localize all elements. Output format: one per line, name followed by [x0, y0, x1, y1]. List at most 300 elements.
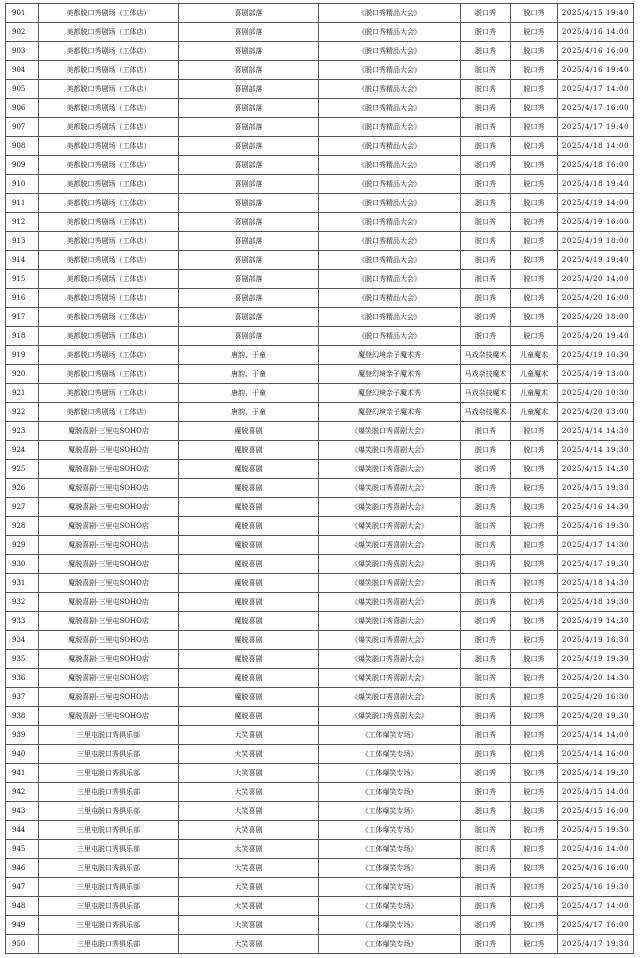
cell-row-number: 910 — [6, 175, 39, 194]
cell-subcategory: 脱口秀 — [511, 460, 558, 479]
cell-category: 脱口秀 — [461, 99, 511, 118]
cell-organizer: 魔脱喜剧 — [179, 441, 319, 460]
table-row — [6, 232, 634, 251]
cell-subcategory: 脱口秀 — [511, 4, 558, 23]
cell-category: 脱口秀 — [461, 289, 511, 308]
cell-category: 脱口秀 — [461, 460, 511, 479]
cell-category: 脱口秀 — [461, 327, 511, 346]
cell-organizer: 喜剧部落 — [179, 4, 319, 23]
cell-datetime: 2025/4/15 16:00 — [558, 802, 634, 821]
cell-venue: 美都脱口秀剧场（工体店） — [39, 213, 179, 232]
cell-organizer: 大笑喜剧 — [179, 916, 319, 935]
cell-category: 脱口秀 — [461, 916, 511, 935]
cell-row-number: 918 — [6, 327, 39, 346]
cell-subcategory: 脱口秀 — [511, 422, 558, 441]
table-row — [6, 403, 634, 422]
table-row — [6, 384, 634, 403]
cell-category: 脱口秀 — [461, 308, 511, 327]
table-row — [6, 213, 634, 232]
cell-venue: 魔脱喜剧-三里屯SOHO店 — [39, 707, 179, 726]
cell-datetime: 2025/4/14 14:30 — [558, 422, 634, 441]
table-row — [6, 479, 634, 498]
cell-datetime: 2025/4/17 14:00 — [558, 80, 634, 99]
cell-venue: 魔脱喜剧-三里屯SOHO店 — [39, 574, 179, 593]
cell-organizer: 魔脱喜剧 — [179, 650, 319, 669]
cell-row-number: 948 — [6, 897, 39, 916]
cell-row-number: 944 — [6, 821, 39, 840]
table-body — [6, 4, 634, 954]
cell-datetime: 2025/4/19 14:30 — [558, 612, 634, 631]
cell-venue: 美都脱口秀剧场（工体店） — [39, 327, 179, 346]
cell-show-name: 《脱口秀精品大会》 — [319, 270, 461, 289]
cell-row-number: 911 — [6, 194, 39, 213]
cell-venue: 美都脱口秀剧场（工体店） — [39, 270, 179, 289]
cell-organizer: 喜剧部落 — [179, 213, 319, 232]
cell-datetime: 2025/4/19 16:00 — [558, 213, 634, 232]
cell-datetime: 2025/4/17 19:40 — [558, 118, 634, 137]
cell-datetime: 2025/4/17 14:30 — [558, 536, 634, 555]
cell-category: 脱口秀 — [461, 745, 511, 764]
cell-row-number: 938 — [6, 707, 39, 726]
cell-organizer: 喜剧部落 — [179, 251, 319, 270]
cell-organizer: 大笑喜剧 — [179, 783, 319, 802]
cell-organizer: 大笑喜剧 — [179, 840, 319, 859]
cell-show-name: 《工体爆笑专场》 — [319, 878, 461, 897]
cell-show-name: 《工体爆笑专场》 — [319, 916, 461, 935]
cell-subcategory: 脱口秀 — [511, 175, 558, 194]
cell-organizer: 大笑喜剧 — [179, 745, 319, 764]
cell-venue: 魔脱喜剧-三里屯SOHO店 — [39, 593, 179, 612]
cell-row-number: 904 — [6, 61, 39, 80]
cell-category: 马戏杂技魔术 — [461, 403, 511, 422]
cell-subcategory: 脱口秀 — [511, 726, 558, 745]
cell-venue: 三里屯脱口秀俱乐部 — [39, 859, 179, 878]
cell-organizer: 唐韵、于童 — [179, 384, 319, 403]
cell-datetime: 2025/4/17 16:00 — [558, 99, 634, 118]
cell-datetime: 2025/4/16 14:00 — [558, 23, 634, 42]
cell-subcategory: 脱口秀 — [511, 536, 558, 555]
cell-row-number: 932 — [6, 593, 39, 612]
cell-subcategory: 脱口秀 — [511, 23, 558, 42]
cell-organizer: 唐韵、于童 — [179, 403, 319, 422]
cell-datetime: 2025/4/20 10:30 — [558, 384, 634, 403]
table-row — [6, 137, 634, 156]
cell-category: 脱口秀 — [461, 232, 511, 251]
cell-show-name: 《脱口秀精品大会》 — [319, 327, 461, 346]
cell-row-number: 927 — [6, 498, 39, 517]
cell-show-name: 《爆笑脱口秀喜剧大会》 — [319, 688, 461, 707]
table-row — [6, 23, 634, 42]
cell-organizer: 大笑喜剧 — [179, 821, 319, 840]
table-row — [6, 270, 634, 289]
cell-subcategory: 脱口秀 — [511, 232, 558, 251]
cell-organizer: 喜剧部落 — [179, 118, 319, 137]
cell-organizer: 魔脱喜剧 — [179, 669, 319, 688]
table-row — [6, 707, 634, 726]
cell-venue: 美都脱口秀剧场（工体店） — [39, 289, 179, 308]
cell-datetime: 2025/4/16 19:40 — [558, 61, 634, 80]
cell-show-name: 《脱口秀精品大会》 — [319, 99, 461, 118]
cell-category: 脱口秀 — [461, 213, 511, 232]
cell-category: 脱口秀 — [461, 574, 511, 593]
cell-show-name: 《脱口秀精品大会》 — [319, 61, 461, 80]
cell-venue: 美都脱口秀剧场（工体店） — [39, 384, 179, 403]
cell-datetime: 2025/4/19 19:30 — [558, 650, 634, 669]
cell-category: 脱口秀 — [461, 42, 511, 61]
cell-organizer: 魔脱喜剧 — [179, 422, 319, 441]
cell-venue: 魔脱喜剧-三里屯SOHO店 — [39, 498, 179, 517]
cell-venue: 魔脱喜剧-三里屯SOHO店 — [39, 460, 179, 479]
cell-show-name: 《爆笑脱口秀喜剧大会》 — [319, 631, 461, 650]
cell-venue: 三里屯脱口秀俱乐部 — [39, 802, 179, 821]
table-row — [6, 612, 634, 631]
cell-organizer: 魔脱喜剧 — [179, 688, 319, 707]
cell-show-name: 《脱口秀精品大会》 — [319, 137, 461, 156]
cell-category: 脱口秀 — [461, 156, 511, 175]
table-row — [6, 251, 634, 270]
table-row — [6, 650, 634, 669]
table-row — [6, 802, 634, 821]
cell-show-name: 《爆笑脱口秀喜剧大会》 — [319, 574, 461, 593]
table-row — [6, 460, 634, 479]
cell-show-name: 《爆笑脱口秀喜剧大会》 — [319, 441, 461, 460]
cell-subcategory: 脱口秀 — [511, 308, 558, 327]
cell-subcategory: 脱口秀 — [511, 517, 558, 536]
cell-show-name: 《爆笑脱口秀喜剧大会》 — [319, 669, 461, 688]
cell-datetime: 2025/4/18 19:30 — [558, 593, 634, 612]
cell-row-number: 945 — [6, 840, 39, 859]
cell-row-number: 946 — [6, 859, 39, 878]
cell-category: 脱口秀 — [461, 631, 511, 650]
cell-datetime: 2025/4/19 18:00 — [558, 232, 634, 251]
cell-row-number: 913 — [6, 232, 39, 251]
cell-row-number: 933 — [6, 612, 39, 631]
cell-organizer: 魔脱喜剧 — [179, 593, 319, 612]
cell-organizer: 唐韵、于童 — [179, 346, 319, 365]
cell-category: 脱口秀 — [461, 650, 511, 669]
table-row — [6, 422, 634, 441]
cell-venue: 美都脱口秀剧场（工体店） — [39, 194, 179, 213]
table-row — [6, 574, 634, 593]
cell-datetime: 2025/4/19 14:00 — [558, 194, 634, 213]
cell-show-name: 《爆笑脱口秀喜剧大会》 — [319, 650, 461, 669]
table-row — [6, 346, 634, 365]
cell-subcategory: 脱口秀 — [511, 840, 558, 859]
cell-row-number: 903 — [6, 42, 39, 61]
cell-subcategory: 脱口秀 — [511, 745, 558, 764]
cell-datetime: 2025/4/15 19:40 — [558, 4, 634, 23]
cell-show-name: 《工体爆笑专场》 — [319, 764, 461, 783]
cell-show-name: 《爆笑脱口秀喜剧大会》 — [319, 479, 461, 498]
cell-show-name: 《爆笑脱口秀喜剧大会》 — [319, 707, 461, 726]
cell-category: 脱口秀 — [461, 194, 511, 213]
cell-datetime: 2025/4/19 13:00 — [558, 365, 634, 384]
cell-subcategory: 脱口秀 — [511, 251, 558, 270]
cell-category: 脱口秀 — [461, 80, 511, 99]
cell-venue: 三里屯脱口秀俱乐部 — [39, 878, 179, 897]
cell-subcategory: 脱口秀 — [511, 802, 558, 821]
cell-subcategory: 脱口秀 — [511, 764, 558, 783]
cell-show-name: 《工体爆笑专场》 — [319, 726, 461, 745]
cell-venue: 魔脱喜剧-三里屯SOHO店 — [39, 650, 179, 669]
cell-subcategory: 脱口秀 — [511, 80, 558, 99]
cell-venue: 美都脱口秀剧场（工体店） — [39, 403, 179, 422]
cell-show-name: 《脱口秀精品大会》 — [319, 213, 461, 232]
cell-show-name: 《工体爆笑专场》 — [319, 802, 461, 821]
cell-subcategory: 儿童魔术 — [511, 384, 558, 403]
cell-row-number: 928 — [6, 517, 39, 536]
cell-row-number: 908 — [6, 137, 39, 156]
cell-category: 脱口秀 — [461, 612, 511, 631]
cell-organizer: 大笑喜剧 — [179, 897, 319, 916]
cell-venue: 三里屯脱口秀俱乐部 — [39, 764, 179, 783]
cell-show-name: 《工体爆笑专场》 — [319, 840, 461, 859]
cell-organizer: 喜剧部落 — [179, 327, 319, 346]
table-row — [6, 194, 634, 213]
cell-subcategory: 脱口秀 — [511, 821, 558, 840]
cell-row-number: 925 — [6, 460, 39, 479]
cell-subcategory: 脱口秀 — [511, 935, 558, 954]
cell-organizer: 魔脱喜剧 — [179, 536, 319, 555]
cell-category: 脱口秀 — [461, 23, 511, 42]
cell-venue: 三里屯脱口秀俱乐部 — [39, 840, 179, 859]
cell-datetime: 2025/4/20 14:30 — [558, 669, 634, 688]
cell-show-name: 《工体爆笑专场》 — [319, 897, 461, 916]
cell-subcategory: 脱口秀 — [511, 650, 558, 669]
cell-subcategory: 脱口秀 — [511, 137, 558, 156]
cell-row-number: 920 — [6, 365, 39, 384]
cell-organizer: 喜剧部落 — [179, 308, 319, 327]
cell-venue: 美都脱口秀剧场（工体店） — [39, 232, 179, 251]
cell-datetime: 2025/4/15 14:00 — [558, 783, 634, 802]
cell-category: 脱口秀 — [461, 726, 511, 745]
cell-show-name: 《脱口秀精品大会》 — [319, 156, 461, 175]
cell-row-number: 936 — [6, 669, 39, 688]
cell-category: 脱口秀 — [461, 840, 511, 859]
table-row — [6, 61, 634, 80]
cell-venue: 美都脱口秀剧场（工体店） — [39, 308, 179, 327]
cell-category: 脱口秀 — [461, 61, 511, 80]
table-row — [6, 745, 634, 764]
cell-category: 脱口秀 — [461, 821, 511, 840]
cell-subcategory: 脱口秀 — [511, 61, 558, 80]
table-row — [6, 726, 634, 745]
cell-subcategory: 脱口秀 — [511, 42, 558, 61]
cell-show-name: 《爆笑脱口秀喜剧大会》 — [319, 536, 461, 555]
cell-row-number: 935 — [6, 650, 39, 669]
cell-row-number: 931 — [6, 574, 39, 593]
cell-datetime: 2025/4/16 14:30 — [558, 498, 634, 517]
cell-row-number: 912 — [6, 213, 39, 232]
cell-row-number: 943 — [6, 802, 39, 821]
cell-organizer: 喜剧部落 — [179, 175, 319, 194]
cell-category: 脱口秀 — [461, 764, 511, 783]
table-row — [6, 783, 634, 802]
cell-datetime: 2025/4/16 19:30 — [558, 878, 634, 897]
cell-subcategory: 儿童魔术 — [511, 365, 558, 384]
cell-venue: 美都脱口秀剧场（工体店） — [39, 42, 179, 61]
table-row — [6, 935, 634, 954]
cell-subcategory: 脱口秀 — [511, 631, 558, 650]
cell-organizer: 喜剧部落 — [179, 156, 319, 175]
table-row — [6, 878, 634, 897]
cell-venue: 美都脱口秀剧场（工体店） — [39, 61, 179, 80]
cell-category: 马戏杂技魔术 — [461, 365, 511, 384]
cell-venue: 美都脱口秀剧场（工体店） — [39, 365, 179, 384]
cell-venue: 美都脱口秀剧场（工体店） — [39, 23, 179, 42]
table-row — [6, 897, 634, 916]
cell-category: 脱口秀 — [461, 517, 511, 536]
cell-venue: 美都脱口秀剧场（工体店） — [39, 99, 179, 118]
cell-organizer: 喜剧部落 — [179, 61, 319, 80]
cell-category: 脱口秀 — [461, 498, 511, 517]
cell-venue: 三里屯脱口秀俱乐部 — [39, 916, 179, 935]
cell-show-name: 《脱口秀精品大会》 — [319, 4, 461, 23]
cell-datetime: 2025/4/19 16:30 — [558, 631, 634, 650]
table-row — [6, 916, 634, 935]
cell-subcategory: 脱口秀 — [511, 669, 558, 688]
cell-category: 脱口秀 — [461, 175, 511, 194]
cell-organizer: 大笑喜剧 — [179, 859, 319, 878]
cell-subcategory: 脱口秀 — [511, 574, 558, 593]
cell-show-name: 《爆笑脱口秀喜剧大会》 — [319, 422, 461, 441]
cell-category: 脱口秀 — [461, 422, 511, 441]
cell-subcategory: 脱口秀 — [511, 859, 558, 878]
cell-organizer: 魔脱喜剧 — [179, 517, 319, 536]
cell-category: 脱口秀 — [461, 251, 511, 270]
cell-subcategory: 脱口秀 — [511, 555, 558, 574]
cell-row-number: 929 — [6, 536, 39, 555]
cell-datetime: 2025/4/17 14:00 — [558, 897, 634, 916]
cell-show-name: 《爆笑脱口秀喜剧大会》 — [319, 593, 461, 612]
cell-venue: 美都脱口秀剧场（工体店） — [39, 251, 179, 270]
cell-row-number: 914 — [6, 251, 39, 270]
cell-show-name: 魔登幻境亲子魔术秀 — [319, 403, 461, 422]
cell-category: 脱口秀 — [461, 441, 511, 460]
cell-organizer: 大笑喜剧 — [179, 764, 319, 783]
cell-show-name: 《爆笑脱口秀喜剧大会》 — [319, 460, 461, 479]
cell-category: 脱口秀 — [461, 802, 511, 821]
cell-datetime: 2025/4/18 16:00 — [558, 156, 634, 175]
cell-organizer: 喜剧部落 — [179, 289, 319, 308]
cell-show-name: 《工体爆笑专场》 — [319, 821, 461, 840]
cell-row-number: 942 — [6, 783, 39, 802]
cell-row-number: 937 — [6, 688, 39, 707]
cell-organizer: 喜剧部落 — [179, 80, 319, 99]
table-row — [6, 175, 634, 194]
cell-organizer: 唐韵、于童 — [179, 365, 319, 384]
cell-organizer: 大笑喜剧 — [179, 726, 319, 745]
cell-show-name: 《工体爆笑专场》 — [319, 783, 461, 802]
cell-row-number: 901 — [6, 4, 39, 23]
cell-category: 脱口秀 — [461, 897, 511, 916]
cell-venue: 美都脱口秀剧场（工体店） — [39, 156, 179, 175]
cell-datetime: 2025/4/14 19:30 — [558, 764, 634, 783]
cell-subcategory: 脱口秀 — [511, 916, 558, 935]
cell-subcategory: 脱口秀 — [511, 593, 558, 612]
table-row — [6, 517, 634, 536]
cell-datetime: 2025/4/20 14:00 — [558, 270, 634, 289]
cell-subcategory: 脱口秀 — [511, 99, 558, 118]
cell-organizer: 喜剧部落 — [179, 23, 319, 42]
cell-show-name: 《脱口秀精品大会》 — [319, 175, 461, 194]
cell-category: 脱口秀 — [461, 878, 511, 897]
cell-subcategory: 儿童魔术 — [511, 346, 558, 365]
cell-organizer: 喜剧部落 — [179, 99, 319, 118]
cell-row-number: 926 — [6, 479, 39, 498]
cell-category: 脱口秀 — [461, 707, 511, 726]
cell-datetime: 2025/4/18 19:40 — [558, 175, 634, 194]
cell-row-number: 902 — [6, 23, 39, 42]
cell-datetime: 2025/4/20 13:00 — [558, 403, 634, 422]
table-row — [6, 156, 634, 175]
cell-venue: 美都脱口秀剧场（工体店） — [39, 4, 179, 23]
cell-subcategory: 脱口秀 — [511, 498, 558, 517]
cell-row-number: 930 — [6, 555, 39, 574]
cell-organizer: 喜剧部落 — [179, 270, 319, 289]
cell-row-number: 934 — [6, 631, 39, 650]
cell-datetime: 2025/4/14 19:30 — [558, 441, 634, 460]
cell-subcategory: 脱口秀 — [511, 612, 558, 631]
cell-venue: 魔脱喜剧-三里屯SOHO店 — [39, 688, 179, 707]
cell-category: 脱口秀 — [461, 137, 511, 156]
cell-datetime: 2025/4/14 16:00 — [558, 745, 634, 764]
cell-category: 脱口秀 — [461, 783, 511, 802]
cell-show-name: 《脱口秀精品大会》 — [319, 232, 461, 251]
cell-show-name: 《爆笑脱口秀喜剧大会》 — [319, 555, 461, 574]
cell-show-name: 《脱口秀精品大会》 — [319, 194, 461, 213]
table-row — [6, 840, 634, 859]
cell-category: 脱口秀 — [461, 479, 511, 498]
cell-datetime: 2025/4/19 10:30 — [558, 346, 634, 365]
cell-row-number: 919 — [6, 346, 39, 365]
table-row — [6, 327, 634, 346]
table-row — [6, 80, 634, 99]
cell-subcategory: 脱口秀 — [511, 213, 558, 232]
cell-row-number: 905 — [6, 80, 39, 99]
cell-subcategory: 脱口秀 — [511, 270, 558, 289]
cell-row-number: 924 — [6, 441, 39, 460]
cell-category: 脱口秀 — [461, 555, 511, 574]
cell-subcategory: 脱口秀 — [511, 707, 558, 726]
table-row — [6, 688, 634, 707]
cell-venue: 魔脱喜剧-三里屯SOHO店 — [39, 517, 179, 536]
cell-organizer: 喜剧部落 — [179, 194, 319, 213]
cell-subcategory: 脱口秀 — [511, 327, 558, 346]
cell-show-name: 魔登幻境亲子魔术秀 — [319, 384, 461, 403]
cell-venue: 美都脱口秀剧场（工体店） — [39, 118, 179, 137]
table-row — [6, 308, 634, 327]
table-row — [6, 441, 634, 460]
cell-row-number: 907 — [6, 118, 39, 137]
table-row — [6, 42, 634, 61]
cell-category: 脱口秀 — [461, 859, 511, 878]
cell-show-name: 《工体爆笑专场》 — [319, 935, 461, 954]
cell-datetime: 2025/4/17 19:30 — [558, 935, 634, 954]
cell-show-name: 《脱口秀精品大会》 — [319, 80, 461, 99]
cell-venue: 三里屯脱口秀俱乐部 — [39, 821, 179, 840]
cell-show-name: 魔登幻境亲子魔术秀 — [319, 365, 461, 384]
cell-organizer: 喜剧部落 — [179, 42, 319, 61]
cell-venue: 魔脱喜剧-三里屯SOHO店 — [39, 536, 179, 555]
cell-datetime: 2025/4/16 16:00 — [558, 42, 634, 61]
cell-subcategory: 儿童魔术 — [511, 403, 558, 422]
cell-subcategory: 脱口秀 — [511, 289, 558, 308]
cell-row-number: 906 — [6, 99, 39, 118]
cell-datetime: 2025/4/15 19:30 — [558, 821, 634, 840]
cell-venue: 美都脱口秀剧场（工体店） — [39, 175, 179, 194]
cell-show-name: 《工体爆笑专场》 — [319, 859, 461, 878]
